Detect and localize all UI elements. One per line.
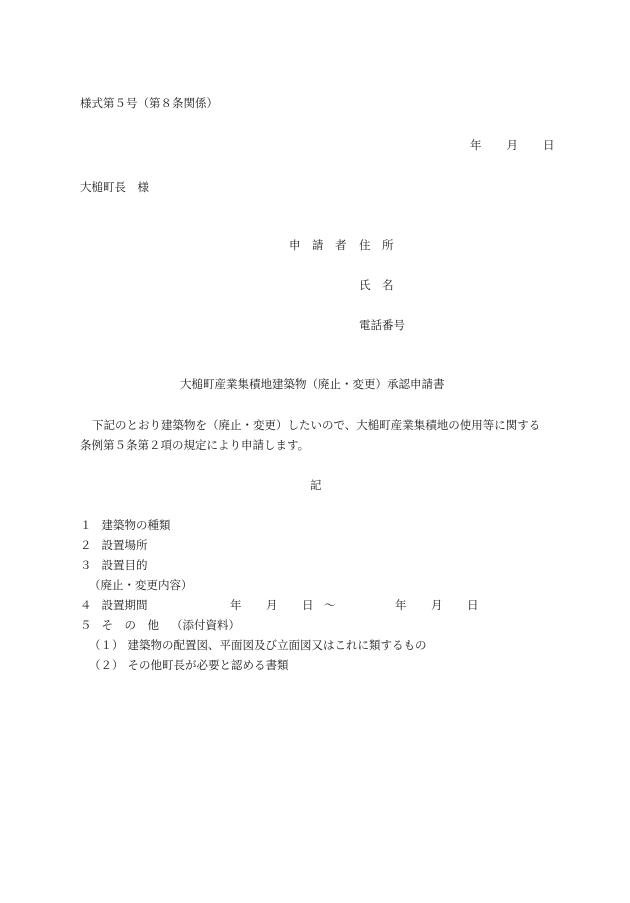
item-5-number: ５ <box>80 618 92 632</box>
ki-heading: 記 <box>310 478 322 492</box>
applicant-label: 申 請 者 <box>289 238 347 252</box>
item-2 <box>80 538 148 552</box>
item-4-start-day: 日 <box>302 598 314 612</box>
item-5-attachments-label: （添付資料） <box>171 618 240 632</box>
date-month: 月 <box>506 138 518 152</box>
item-4-number: ４ <box>80 598 92 612</box>
date-day: 日 <box>543 138 555 152</box>
item-2-number: ２ <box>80 538 92 552</box>
attachment-1-text: 建築物の配置図、平面図及び立面図又はこれに類するもの <box>127 638 427 652</box>
item-3 <box>80 558 148 572</box>
item-4-start-year: 年 <box>230 598 242 612</box>
applicant-name-label: 氏 名 <box>359 278 394 292</box>
item-5-label: そ の 他 <box>101 618 159 632</box>
item-3-number: ３ <box>80 558 92 572</box>
item-4-label: 設置期間 <box>101 598 148 612</box>
applicant-address-label: 住 所 <box>359 238 394 252</box>
item-4-end-month: 月 <box>431 598 443 612</box>
item-4-end-day: 日 <box>467 598 479 612</box>
date-line <box>470 138 555 152</box>
date-year: 年 <box>470 138 482 152</box>
attachment-2-number: （２） <box>89 658 124 672</box>
item-1-label: 建築物の種類 <box>101 518 171 532</box>
item-3-label: 設置目的 <box>101 558 148 572</box>
applicant-phone-label: 電話番号 <box>359 318 405 332</box>
item-4-tilde: ～ <box>324 598 336 612</box>
item-4-end-year: 年 <box>395 598 407 612</box>
item-2-label: 設置場所 <box>101 538 148 552</box>
item-5 <box>80 618 240 632</box>
body-line-1: 下記のとおり建築物を（廃止・変更）したいので、大槌町産業集積地の使用等に関する <box>92 418 541 432</box>
item-4-start-month: 月 <box>266 598 278 612</box>
item-1-number: １ <box>80 518 92 532</box>
attachment-1-number: （１） <box>89 638 124 652</box>
attachment-1 <box>89 638 427 652</box>
addressee: 大槌町長 様 <box>80 180 149 194</box>
form-number: 様式第５号（第８条関係） <box>80 96 218 110</box>
attachment-2 <box>89 658 289 672</box>
item-4 <box>80 598 148 612</box>
document-title: 大槌町産業集積地建築物（廃止・変更）承認申請書 <box>180 377 445 391</box>
item-3-sub: （廃止・変更内容） <box>89 578 193 592</box>
attachment-2-text: その他町長が必要と認める書類 <box>127 658 289 672</box>
item-1 <box>80 518 171 532</box>
body-line-2: 条例第５条第２項の規定により申請します。 <box>80 438 310 452</box>
